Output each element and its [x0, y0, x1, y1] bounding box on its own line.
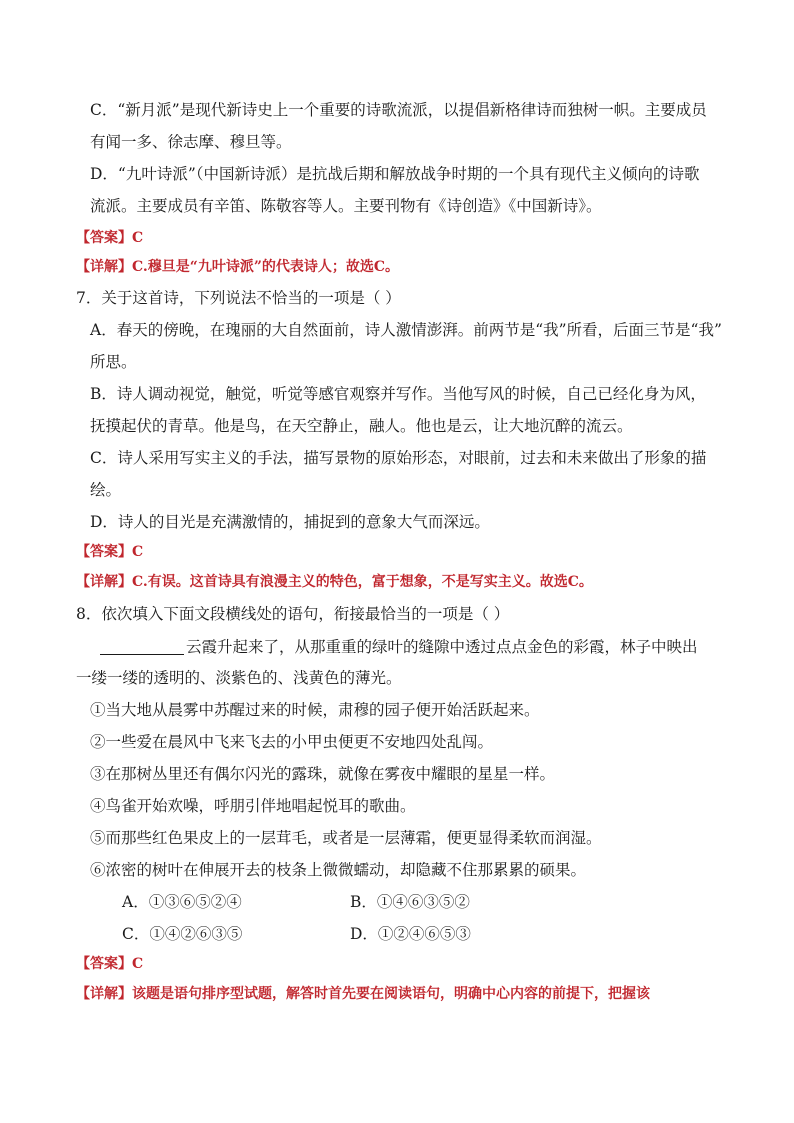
answer-label: 【答案】	[76, 230, 132, 246]
answer-value: C	[132, 544, 144, 560]
q7-option-c-line2: 绘。	[90, 481, 122, 499]
answer-value: C	[132, 230, 144, 246]
q7-option-c-line1: C．诗人采用写实主义的手法，描写景物的原始形态，对眼前，过去和未来做出了形象的描	[90, 449, 707, 467]
q8-sentence-6: ⑥浓密的树叶在伸展开去的枝条上微微蠕动，却隐藏不住那累累的硕果。	[90, 861, 587, 879]
explanation-label: 【详解】	[76, 986, 132, 1002]
answer-label: 【答案】	[76, 544, 132, 560]
q8-explanation	[76, 984, 650, 1004]
q8-passage-line1	[100, 636, 698, 657]
q7-stem: 7．关于这首诗，下列说法不恰当的一项是（ ）	[76, 289, 401, 307]
q7-answer	[76, 542, 143, 562]
explanation-label: 【详解】	[76, 259, 132, 275]
passage-text: 云霞升起来了，从那重重的绿叶的缝隙中透过点点金色的彩霞，林子中映出	[186, 638, 698, 656]
q7-option-a-line1: A．春天的傍晚，在瑰丽的大自然面前，诗人激情澎湃。前两节是“我”所看，后面三节是“我”	[90, 321, 722, 339]
explanation-text: C.有误。这首诗具有浪漫主义的特色，富于想象，不是写实主义。故选C。	[132, 574, 593, 590]
q6-explanation	[76, 257, 399, 277]
explanation-text: C.穆旦是“九叶诗派”的代表诗人；故选C。	[132, 259, 400, 275]
q6-option-c-line1: C．“新月派”是现代新诗史上一个重要的诗歌流派，以提倡新格律诗而独树一帜。主要成员	[90, 101, 707, 119]
q6-answer	[76, 228, 143, 248]
q6-option-d-line1: D．“九叶诗派”（中国新诗派）是抗战后期和解放战争时期的一个具有现代主义倾向的诗歌	[90, 165, 700, 183]
q7-option-b-line1: B．诗人调动视觉，触觉，听觉等感官观察并写作。当他写风的时候，自己已经化身为风，	[90, 385, 706, 403]
q8-sentence-3: ③在那树丛里还有偶尔闪光的露珠，就像在雾夜中耀眼的星星一样。	[90, 765, 556, 783]
q7-option-a-line2: 所思。	[90, 353, 137, 371]
explanation-text: 该题是语句排序型试题，解答时首先要在阅读语句，明确中心内容的前提下，把握该	[132, 986, 650, 1002]
answer-label: 【答案】	[76, 956, 132, 972]
q7-explanation	[76, 572, 593, 592]
fill-in-blank	[100, 636, 184, 655]
q8-answer	[76, 954, 143, 974]
q6-option-c-line2: 有闻一多、徐志摩、穆旦等。	[90, 133, 292, 151]
q8-stem: 8．依次填入下面文段横线处的语句，衔接最恰当的一项是（ ）	[76, 605, 510, 623]
q8-sentence-1: ①当大地从晨雾中苏醒过来的时候，肃穆的园子便开始活跃起来。	[90, 701, 540, 719]
q8-option-d: D．①②④⑥⑤③	[350, 925, 471, 943]
answer-value: C	[132, 956, 144, 972]
q8-option-b: B．①④⑥③⑤②	[350, 893, 470, 911]
q8-sentence-2: ②一些爱在晨风中飞来飞去的小甲虫便更不安地四处乱闯。	[90, 733, 494, 751]
q8-sentence-5: ⑤而那些红色果皮上的一层茸毛，或者是一层薄霜，便更显得柔软而润湿。	[90, 829, 602, 847]
q8-option-c: C．①④②⑥③⑤	[122, 925, 243, 943]
q8-sentence-4: ④鸟雀开始欢噪，呼朋引伴地唱起悦耳的歌曲。	[90, 797, 416, 815]
q7-option-b-line2: 抚摸起伏的青草。他是鸟，在天空静止，融人。他也是云，让大地沉醉的流云。	[90, 417, 633, 435]
q6-option-d-line2: 流派。主要成员有辛笛、陈敬容等人。主要刊物有《诗创造》《中国新诗》。	[90, 197, 602, 215]
q8-passage-line2: 一缕一缕的透明的、淡紫色的、浅黄色的薄光。	[76, 669, 402, 687]
q8-option-a: A．①③⑥⑤②④	[122, 893, 242, 911]
q7-option-d: D．诗人的目光是充满激情的，捕捉到的意象大气而深远。	[90, 513, 490, 531]
explanation-label: 【详解】	[76, 574, 132, 590]
